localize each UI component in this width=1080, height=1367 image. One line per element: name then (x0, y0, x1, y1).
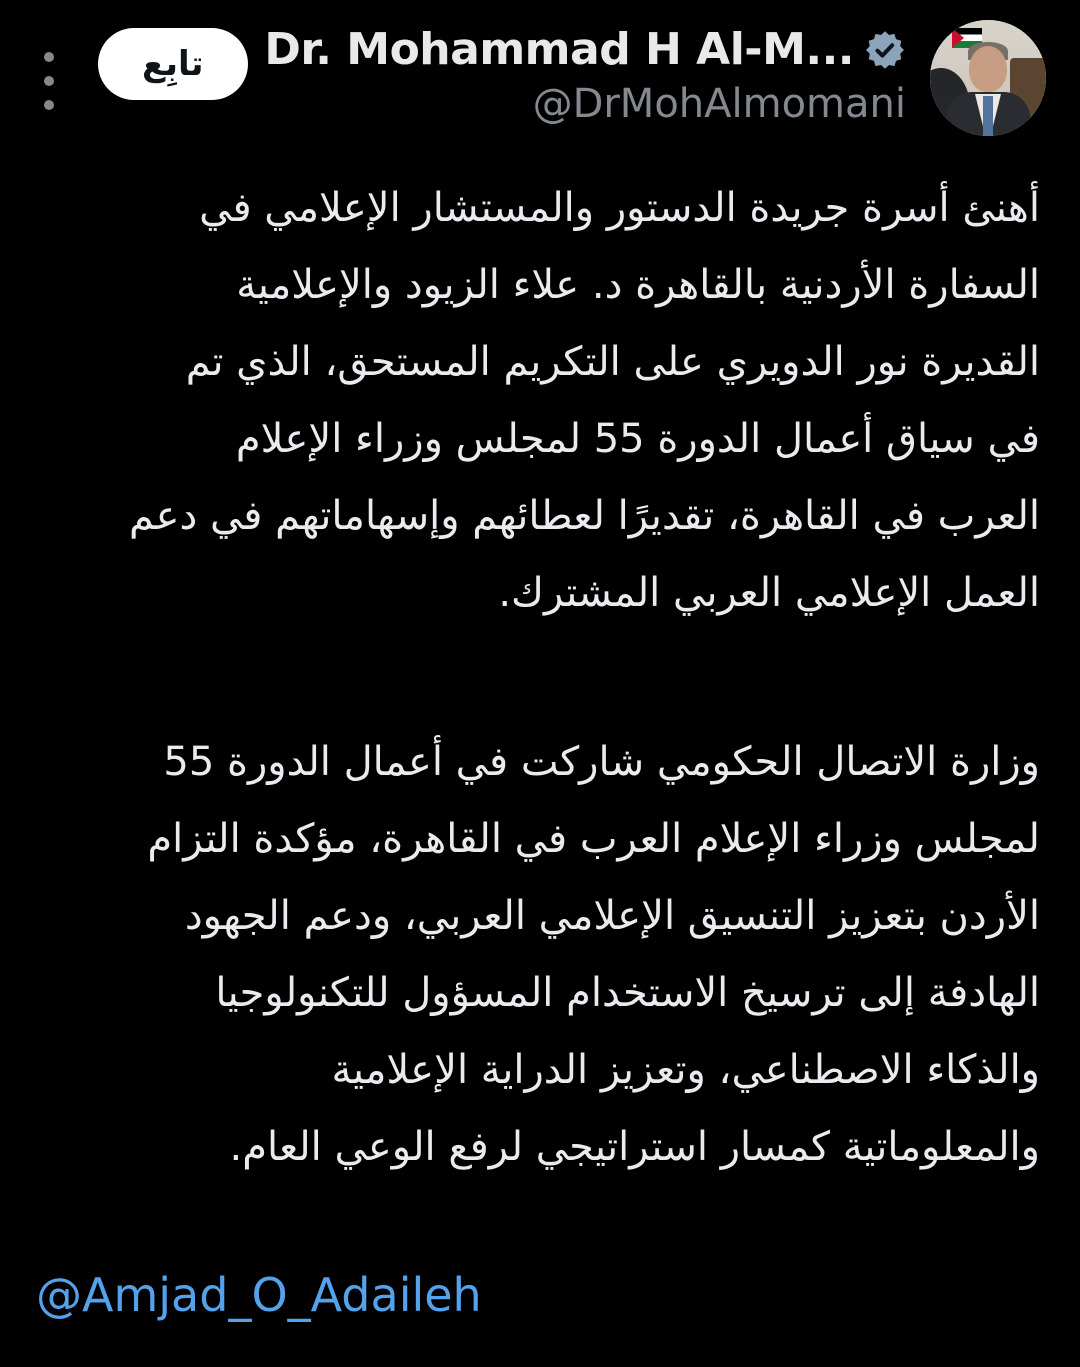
tweet-paragraph-2 (40, 724, 1040, 1186)
kebab-menu-icon[interactable] (36, 38, 62, 124)
tweet-paragraph-1 (40, 170, 1040, 632)
follow-button[interactable]: تابِع (98, 28, 248, 100)
verified-badge-icon[interactable] (864, 29, 906, 71)
kebab-dot (44, 100, 54, 110)
author-handle[interactable]: @DrMohAlmomani (532, 81, 906, 127)
tweet-line: والمعلوماتية كمسار استراتيجي لرفع الوعي العام. (229, 1124, 1040, 1170)
profile-photo[interactable] (930, 20, 1046, 136)
tweet-body (0, 170, 1080, 1186)
tweet-line: العرب في القاهرة، تقديرًا لعطائهم وإسهاماتهم في دعم (128, 493, 1040, 539)
author-name[interactable]: Dr. Mohammad H Al-M... (264, 24, 854, 75)
tweet-line: السفارة الأردنية بالقاهرة د. علاء الزيود والإعلامية (236, 262, 1040, 308)
kebab-dot (44, 76, 54, 86)
tweet-line: لمجلس وزراء الإعلام العرب في القاهرة، مؤكدة التزام (147, 816, 1040, 862)
tweet-line: الأردن بتعزيز التنسيق الإعلامي العربي، ودعم الجهود (184, 893, 1040, 939)
kebab-dot (44, 52, 54, 62)
tweet-line: أهنئ أسرة جريدة الدستور والمستشار الإعلامي في (199, 185, 1040, 231)
avatar-tie (983, 96, 993, 136)
tweet-line: وزارة الاتصال الحكومي شاركت في أعمال الدورة 55 (163, 739, 1040, 785)
tweet-line: العمل الإعلامي العربي المشترك. (498, 570, 1040, 616)
avatar-face (969, 46, 1007, 92)
author-name-row (264, 24, 906, 75)
tweet-line: القديرة نور الدويري على التكريم المستحق، الذي تم (185, 339, 1040, 385)
tweet-line: الهادفة إلى ترسيخ الاستخدام المسؤول للتكنولوجيا (215, 970, 1040, 1016)
tweet-line: في سياق أعمال الدورة 55 لمجلس وزراء الإعلام (235, 416, 1040, 462)
author-block (264, 24, 906, 127)
mention-row (0, 1268, 1080, 1322)
tweet-line: والذكاء الاصطناعي، وتعزيز الدراية الإعلامية (331, 1047, 1040, 1093)
mention-link[interactable]: @Amjad_O_Adaileh (36, 1268, 482, 1322)
tweet-header (0, 0, 1080, 136)
